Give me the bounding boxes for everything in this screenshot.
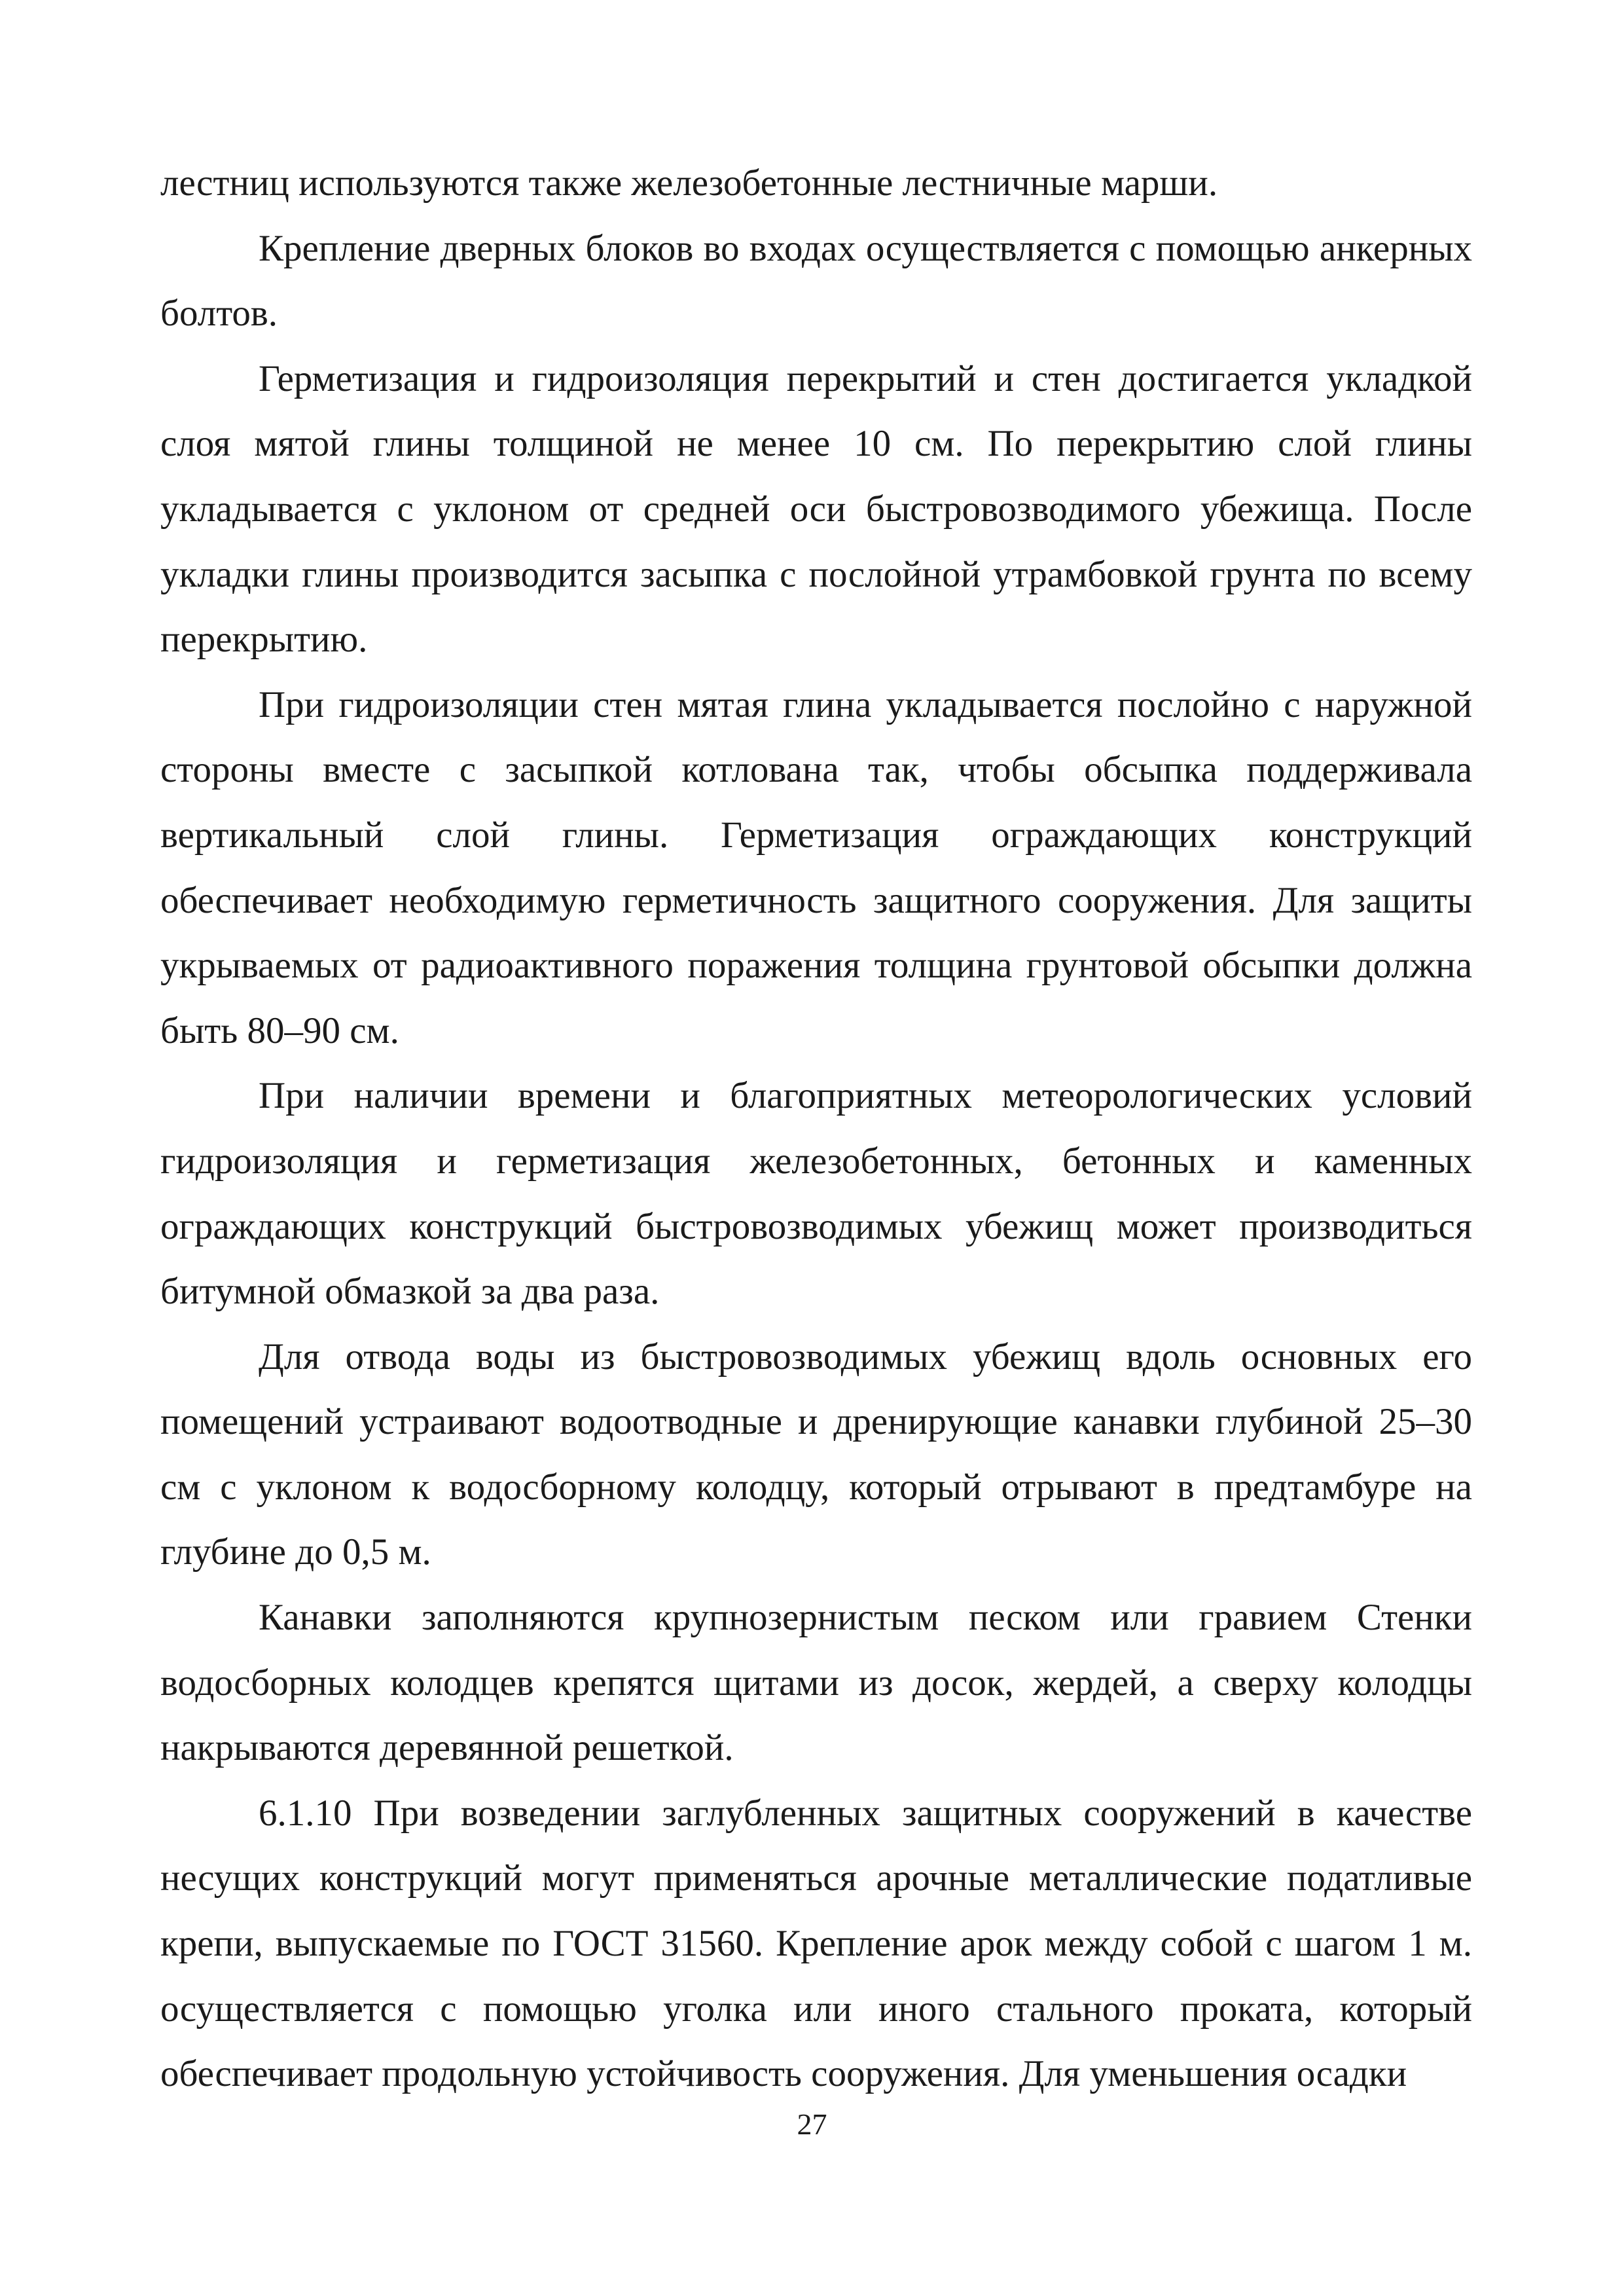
paragraph-1: лестниц используются также железобетонные лестничные марши. bbox=[160, 162, 1218, 204]
paragraph-7: Канавки заполняются крупнозернистым песком или гравием Стенки водосборных колодцев крепятся щитами из досок, жердей, а сверху колодцы накрываются деревянной решеткой. bbox=[160, 1597, 1472, 1769]
paragraph-2: Крепление дверных блоков во входах осуществляется с помощью анкерных болтов. bbox=[160, 227, 1472, 335]
body-text bbox=[160, 151, 1472, 2107]
paragraph-6: Для отвода воды из быстровозводимых убежищ вдоль основных его помещений устраивают водоотводные и дренирующие канавки глубиной 25–30 см с уклоном к водосборному колодцу, который отрывают в предтамбуре на глубине до 0,5 м. bbox=[160, 1336, 1472, 1573]
page-number: 27 bbox=[797, 2107, 827, 2141]
paragraph-3: Герметизация и гидроизоляция перекрытий и стен достигается укладкой слоя мятой глины толщиной не менее 10 см. По перекрытию слой глины укладывается с уклоном от средней оси быстровозводимого убежища. После укладки глины производится засыпка с послойной утрамбовкой грунта по всему перекрытию. bbox=[160, 357, 1472, 661]
paragraph-5: При наличии времени и благоприятных метеорологических условий гидроизоляция и герметизация железобетонных, бетонных и каменных ограждающих конструкций быстровозводимых убежищ может производиться битумной обмазкой за два раза. bbox=[160, 1075, 1472, 1313]
paragraph-8: 6.1.10 При возведении заглубленных защитных сооружений в качестве несущих конструкций могут применяться арочные металлические податливые крепи, выпускаемые по ГОСТ 31560. Крепление арок между собой с шагом 1 м. осуществляется с помощью уголка или иного стального проката, который обеспечивает продольную устойчивость сооружения. Для уменьшения осадки bbox=[160, 1792, 1472, 2095]
paragraph-4: При гидроизоляции стен мятая глина укладывается послойно с наружной стороны вместе с засыпкой котлована так, чтобы обсыпка поддерживала вертикальный слой глины. Герметизация ограждающих конструкций обеспечивает необходимую герметичность защитного сооружения. Для защиты укрываемых от радиоактивного поражения толщина грунтовой обсыпки должна быть 80–90 см. bbox=[160, 683, 1472, 1051]
